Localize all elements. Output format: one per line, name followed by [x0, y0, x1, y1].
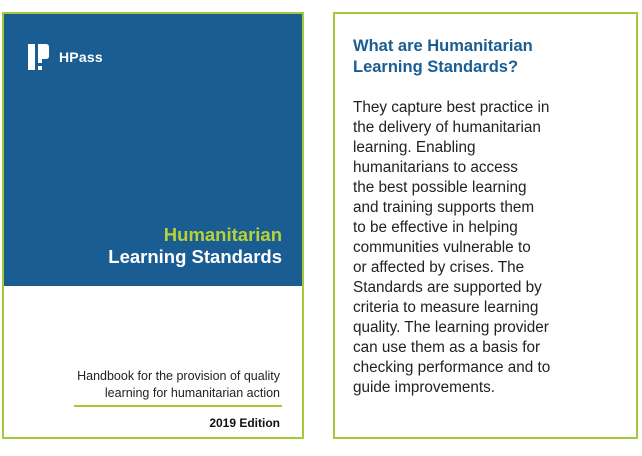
info-heading-line2: Learning Standards?: [353, 58, 519, 76]
info-body-line: or affected by crises. The: [353, 259, 525, 276]
info-body-line: to be effective in helping: [353, 219, 518, 236]
cover-title: [108, 224, 282, 268]
cover-edition: 2019 Edition: [209, 416, 280, 430]
cover-blue-panel: [4, 14, 302, 286]
hpass-logo-icon: [26, 42, 50, 72]
cover-subtitle: [77, 368, 280, 402]
info-body-line: learning. Enabling: [353, 139, 476, 156]
info-body-line: criteria to measure learning: [353, 299, 539, 316]
info-body-line: and training supports them: [353, 199, 535, 216]
info-body-line: the delivery of humanitarian: [353, 119, 541, 136]
cover-subtitle-line1: Handbook for the provision of quality: [77, 369, 280, 383]
info-body-line: communities vulnerable to: [353, 239, 531, 256]
info-body-line: quality. The learning provider: [353, 319, 549, 336]
cover-title-line1: Humanitarian: [163, 224, 282, 245]
cover-subtitle-line2: learning for humanitarian action: [104, 386, 280, 400]
info-body-line: Standards are supported by: [353, 279, 542, 296]
info-body: [353, 98, 628, 398]
info-body-line: can use them as a basis for: [353, 339, 541, 356]
info-body-line: the best possible learning: [353, 179, 527, 196]
hpass-logo: [26, 42, 103, 72]
handbook-cover: [2, 12, 304, 439]
info-body-line: guide improvements.: [353, 379, 495, 396]
cover-title-line2: Learning Standards: [108, 246, 282, 267]
info-body-line: humanitarians to access: [353, 159, 518, 176]
info-heading-line1: What are Humanitarian: [353, 37, 533, 55]
cover-divider: [74, 405, 282, 407]
info-body-line: checking performance and to: [353, 359, 551, 376]
info-heading: [353, 36, 623, 78]
logo-text: HPass: [59, 49, 103, 65]
info-card: [333, 12, 638, 439]
info-body-line: They capture best practice in: [353, 99, 550, 116]
